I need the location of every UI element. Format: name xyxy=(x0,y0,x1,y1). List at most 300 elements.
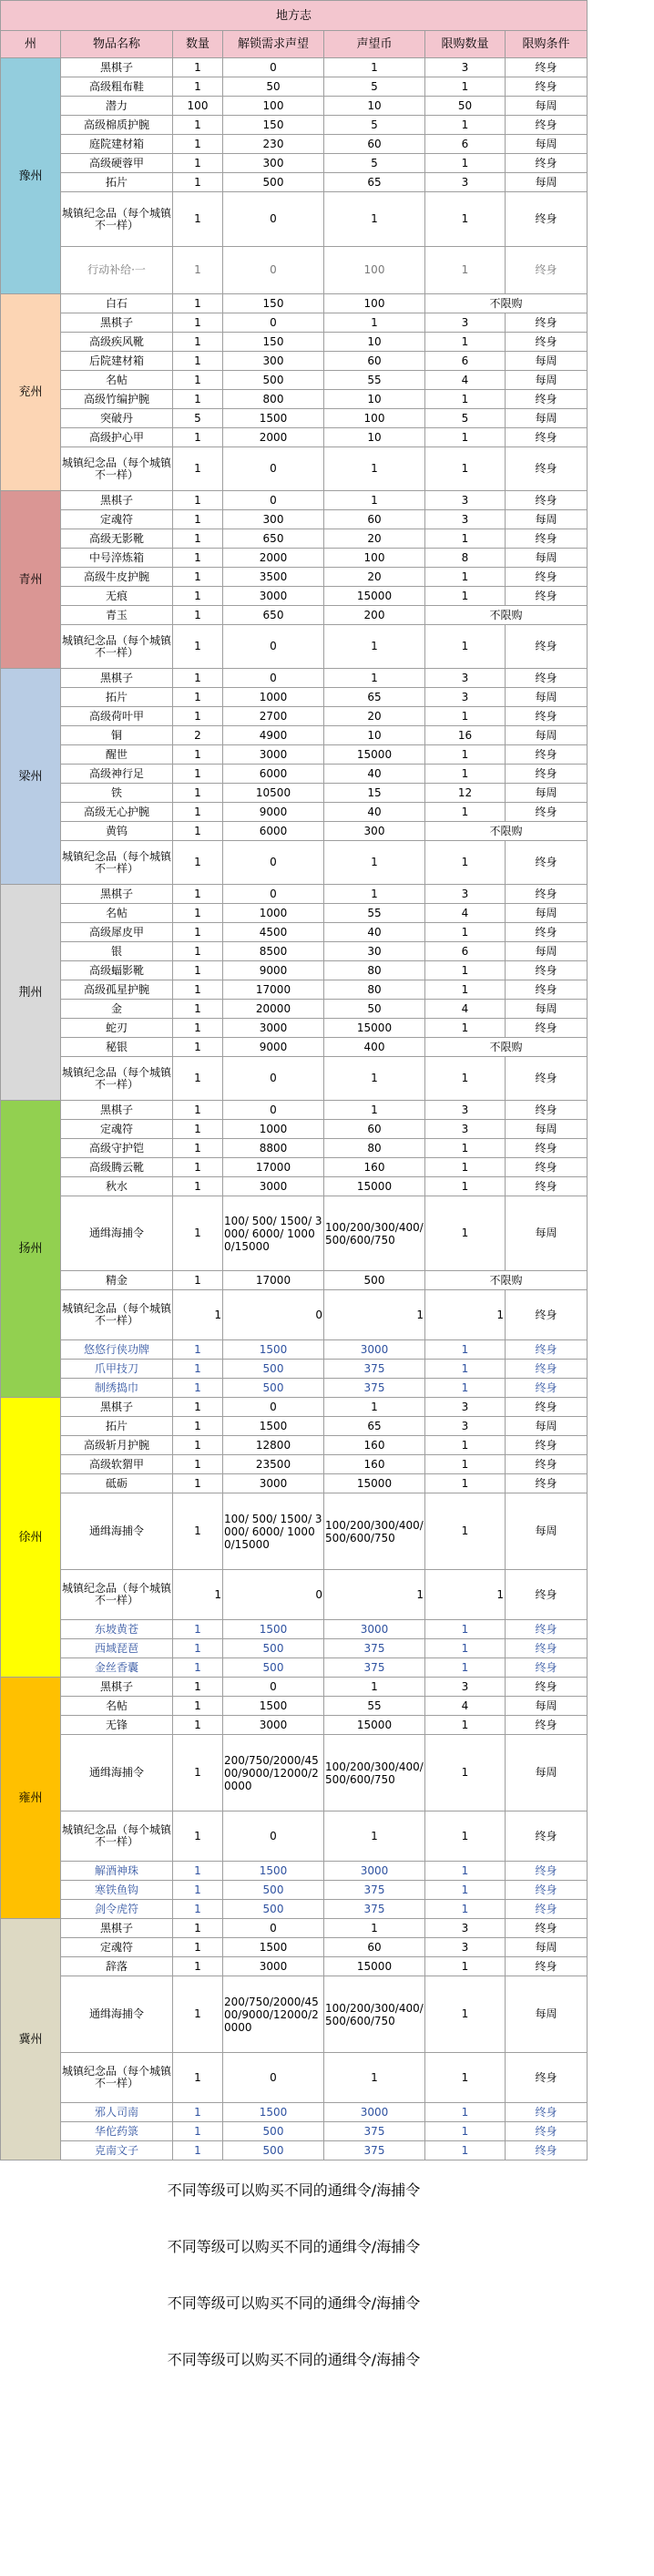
item-name-cell: 行动补给·一 xyxy=(61,247,173,294)
table-row xyxy=(1,1900,588,1919)
item-name-cell: 定魂符 xyxy=(61,510,173,529)
table-title: 地方志 xyxy=(1,1,588,31)
quantity-cell: 1 xyxy=(173,1862,223,1881)
table-row xyxy=(1,625,588,669)
item-name-cell: 高级硬蓉甲 xyxy=(61,154,173,173)
reputation-coin-cell: 375 xyxy=(324,1900,425,1919)
limit-condition-cell: 每周 xyxy=(506,1417,588,1436)
quantity-cell: 1 xyxy=(173,491,223,510)
quantity-cell: 1 xyxy=(173,606,223,625)
required-reputation-cell: 3000 xyxy=(223,587,324,606)
reputation-coin-cell: 400 xyxy=(324,1038,425,1057)
required-reputation-cell: 500 xyxy=(223,1900,324,1919)
table-row xyxy=(1,1919,588,1938)
item-name-cell: 城镇纪念品（每个城镇不一样） xyxy=(61,447,173,491)
limit-condition-cell: 终身 xyxy=(506,1678,588,1697)
reputation-coin-cell: 1 xyxy=(324,885,425,904)
item-name-cell: 通缉海捕令 xyxy=(61,1196,173,1271)
required-reputation-cell: 4900 xyxy=(223,726,324,745)
table-row xyxy=(1,1379,588,1398)
header-reputation-coin: 声望币 xyxy=(324,31,425,58)
required-reputation-cell: 9000 xyxy=(223,1038,324,1057)
required-reputation-cell: 500 xyxy=(223,173,324,192)
limit-count-cell: 1 xyxy=(425,1900,506,1919)
item-name-cell: 醒世 xyxy=(61,745,173,765)
table-row xyxy=(1,568,588,587)
item-name-cell: 华佗药箓 xyxy=(61,2122,173,2141)
item-name-cell: 精金 xyxy=(61,1271,173,1290)
required-reputation-cell: 3000 xyxy=(223,1474,324,1493)
required-reputation-cell: 100/ 500/ 1500/ 3000/ 6000/ 10000/15000 xyxy=(223,1196,324,1271)
required-reputation-cell: 3000 xyxy=(223,1177,324,1196)
limit-condition-cell: 终身 xyxy=(506,116,588,135)
limit-count-cell: 1 xyxy=(425,192,506,247)
limit-count-cell: 1 xyxy=(425,1019,506,1038)
limit-condition-cell: 终身 xyxy=(506,1811,588,1862)
required-reputation-cell: 150 xyxy=(223,116,324,135)
limit-count-cell: 1 xyxy=(425,2103,506,2122)
item-name-cell: 铜 xyxy=(61,726,173,745)
required-reputation-cell: 0 xyxy=(223,247,324,294)
table-row xyxy=(1,428,588,447)
table-row xyxy=(1,529,588,549)
limit-count-cell: 1 xyxy=(425,568,506,587)
table-row xyxy=(1,707,588,726)
quantity-cell: 1 xyxy=(173,1900,223,1919)
limit-count-cell: 1 xyxy=(425,1340,506,1360)
limit-count-cell: 1 xyxy=(425,1360,506,1379)
reputation-coin-cell: 100 xyxy=(324,247,425,294)
quantity-cell: 1 xyxy=(173,1038,223,1057)
table-row xyxy=(1,1735,588,1811)
quantity-cell: 1 xyxy=(173,352,223,371)
limit-condition-cell: 终身 xyxy=(506,923,588,942)
required-reputation-cell: 500 xyxy=(223,1881,324,1900)
reputation-coin-cell: 1 xyxy=(324,1398,425,1417)
reputation-coin-cell: 3000 xyxy=(324,1620,425,1639)
table-row xyxy=(1,58,588,77)
limit-condition-cell: 终身 xyxy=(506,77,588,97)
limit-count-cell: 1 xyxy=(425,1057,506,1101)
item-name-cell: 后院建材箱 xyxy=(61,352,173,371)
required-reputation-cell: 0 xyxy=(223,491,324,510)
limit-count-cell: 50 xyxy=(425,97,506,116)
item-name-cell: 高级无影靴 xyxy=(61,529,173,549)
quantity-cell: 1 xyxy=(173,173,223,192)
reputation-coin-cell: 1 xyxy=(324,1811,425,1862)
limit-condition-cell: 每周 xyxy=(506,371,588,390)
quantity-cell: 1 xyxy=(173,154,223,173)
item-name-cell: 黑棋子 xyxy=(61,1398,173,1417)
reputation-coin-cell: 160 xyxy=(324,1158,425,1177)
reputation-coin-cell: 10 xyxy=(324,97,425,116)
quantity-cell: 1 xyxy=(173,923,223,942)
limit-count-cell: 1 xyxy=(425,587,506,606)
limit-condition-cell: 终身 xyxy=(506,1057,588,1101)
limit-condition-cell: 终身 xyxy=(506,1957,588,1976)
reputation-coin-cell: 1 xyxy=(324,313,425,333)
table-row xyxy=(1,688,588,707)
item-name-cell: 制绣捣巾 xyxy=(61,1379,173,1398)
limit-condition-cell: 终身 xyxy=(506,1398,588,1417)
item-name-cell: 名帖 xyxy=(61,904,173,923)
required-reputation-cell: 2000 xyxy=(223,549,324,568)
required-reputation-cell: 0 xyxy=(223,669,324,688)
table-row xyxy=(1,2103,588,2122)
required-reputation-cell: 1500 xyxy=(223,1697,324,1716)
required-reputation-cell: 200/750/2000/4500/9000/12000/20000 xyxy=(223,1976,324,2053)
quantity-cell: 1 xyxy=(173,1139,223,1158)
quantity-cell: 1 xyxy=(173,135,223,154)
limit-count-cell: 1 xyxy=(425,1735,506,1811)
limit-count-cell: 6 xyxy=(425,352,506,371)
table-row xyxy=(1,1455,588,1474)
required-reputation-cell: 1500 xyxy=(223,1938,324,1957)
limit-condition-cell: 终身 xyxy=(506,1019,588,1038)
limit-condition-cell: 每周 xyxy=(506,97,588,116)
limit-condition-cell: 终身 xyxy=(506,1436,588,1455)
limit-condition-cell: 终身 xyxy=(506,669,588,688)
table-row xyxy=(1,1057,588,1101)
limit-condition-cell: 终身 xyxy=(506,1639,588,1658)
limit-count-cell: 1 xyxy=(425,923,506,942)
item-name-cell: 高级斩月护腕 xyxy=(61,1436,173,1455)
required-reputation-cell: 230 xyxy=(223,135,324,154)
required-reputation-cell: 9000 xyxy=(223,961,324,980)
required-reputation-cell: 0 xyxy=(223,192,324,247)
table-row xyxy=(1,587,588,606)
limit-count-cell: 3 xyxy=(425,885,506,904)
reputation-coin-cell: 40 xyxy=(324,923,425,942)
table-row xyxy=(1,2122,588,2141)
limit-condition-cell: 终身 xyxy=(506,1360,588,1379)
item-name-cell: 秋水 xyxy=(61,1177,173,1196)
limit-condition-cell: 终身 xyxy=(506,192,588,247)
limit-count-cell: 3 xyxy=(425,1101,506,1120)
limit-count-cell: 3 xyxy=(425,1938,506,1957)
quantity-cell: 1 xyxy=(173,2053,223,2103)
item-name-cell: 通缉海捕令 xyxy=(61,1735,173,1811)
quantity-cell: 1 xyxy=(173,942,223,961)
item-name-cell: 通缉海捕令 xyxy=(61,1976,173,2053)
purchase-limit-merged-cell: 不限购 xyxy=(425,1271,588,1290)
reputation-coin-cell: 80 xyxy=(324,980,425,1000)
reputation-coin-cell: 100/200/300/400/500/600/750 xyxy=(324,1493,425,1570)
item-name-cell: 黑棋子 xyxy=(61,1919,173,1938)
quantity-cell: 100 xyxy=(173,97,223,116)
quantity-cell: 1 xyxy=(173,1360,223,1379)
quantity-cell: 1 xyxy=(173,510,223,529)
required-reputation-cell: 200/750/2000/4500/9000/12000/20000 xyxy=(223,1735,324,1811)
quantity-cell: 1 xyxy=(173,1196,223,1271)
limit-condition-cell: 终身 xyxy=(506,2053,588,2103)
quantity-cell: 1 xyxy=(173,669,223,688)
quantity-cell: 1 xyxy=(173,247,223,294)
limit-condition-cell: 终身 xyxy=(506,2141,588,2160)
limit-count-cell: 1 xyxy=(425,428,506,447)
required-reputation-cell: 1000 xyxy=(223,904,324,923)
required-reputation-cell: 300 xyxy=(223,352,324,371)
required-reputation-cell: 650 xyxy=(223,606,324,625)
limit-condition-cell: 终身 xyxy=(506,1862,588,1881)
reputation-coin-cell: 80 xyxy=(324,961,425,980)
limit-condition-cell: 终身 xyxy=(506,625,588,669)
limit-condition-cell: 终身 xyxy=(506,1101,588,1120)
limit-count-cell: 1 xyxy=(425,529,506,549)
state-cell: 扬州 xyxy=(1,1101,61,1398)
table-row xyxy=(1,409,588,428)
quantity-cell: 1 xyxy=(173,822,223,841)
item-name-cell: 定魂符 xyxy=(61,1938,173,1957)
quantity-cell: 1 xyxy=(173,1379,223,1398)
required-reputation-cell: 500 xyxy=(223,1658,324,1678)
item-name-cell: 黑棋子 xyxy=(61,1101,173,1120)
reputation-coin-cell: 10 xyxy=(324,726,425,745)
state-cell: 豫州 xyxy=(1,58,61,294)
required-reputation-cell: 800 xyxy=(223,390,324,409)
reputation-coin-cell: 1 xyxy=(324,192,425,247)
required-reputation-cell: 0 xyxy=(223,2053,324,2103)
quantity-cell: 1 xyxy=(173,2103,223,2122)
item-name-cell: 东坡黄苍 xyxy=(61,1620,173,1639)
item-name-cell: 城镇纪念品（每个城镇不一样） xyxy=(61,2053,173,2103)
table-row xyxy=(1,1139,588,1158)
item-name-cell: 名帖 xyxy=(61,1697,173,1716)
table-row xyxy=(1,1271,588,1290)
limit-condition-cell: 终身 xyxy=(506,841,588,885)
limit-count-cell: 1 xyxy=(425,625,506,669)
limit-count-cell: 6 xyxy=(425,942,506,961)
reputation-coin-cell: 15 xyxy=(324,784,425,803)
table-row xyxy=(1,841,588,885)
table-row xyxy=(1,904,588,923)
item-name-cell: 城镇纪念品（每个城镇不一样） xyxy=(61,1057,173,1101)
limit-condition-cell: 终身 xyxy=(506,803,588,822)
quantity-cell: 1 xyxy=(173,58,223,77)
header-required-reputation: 解锁需求声望 xyxy=(223,31,324,58)
limit-condition-cell: 终身 xyxy=(506,1658,588,1678)
header-quantity: 数量 xyxy=(173,31,223,58)
limit-condition-cell: 终身 xyxy=(506,333,588,352)
table-row xyxy=(1,2141,588,2160)
reputation-coin-cell: 1 xyxy=(324,2053,425,2103)
reputation-coin-cell: 1 xyxy=(324,1570,425,1620)
item-name-cell: 定魂符 xyxy=(61,1120,173,1139)
item-name-cell: 高级犀皮甲 xyxy=(61,923,173,942)
limit-count-cell: 1 xyxy=(425,745,506,765)
required-reputation-cell: 1500 xyxy=(223,1417,324,1436)
table-row xyxy=(1,942,588,961)
item-name-cell: 秘银 xyxy=(61,1038,173,1057)
limit-count-cell: 1 xyxy=(425,333,506,352)
reputation-coin-cell: 1 xyxy=(324,1057,425,1101)
reputation-coin-cell: 5 xyxy=(324,77,425,97)
purchase-note-cell: 不同等级可以购买不同的通缉令/海捕令 xyxy=(167,2237,421,2255)
reputation-coin-cell: 1 xyxy=(324,58,425,77)
item-name-cell: 拓片 xyxy=(61,1417,173,1436)
reputation-coin-cell: 300 xyxy=(324,822,425,841)
reputation-coin-cell: 55 xyxy=(324,904,425,923)
item-name-cell: 悠悠行侠功牌 xyxy=(61,1340,173,1360)
item-name-cell: 剑令虎符 xyxy=(61,1900,173,1919)
item-name-cell: 高级疾风靴 xyxy=(61,333,173,352)
quantity-cell: 1 xyxy=(173,1881,223,1900)
required-reputation-cell: 8500 xyxy=(223,942,324,961)
table-row xyxy=(1,1976,588,2053)
reputation-coin-cell: 15000 xyxy=(324,587,425,606)
state-cell: 梁州 xyxy=(1,669,61,885)
limit-count-cell: 1 xyxy=(425,77,506,97)
reputation-coin-cell: 20 xyxy=(324,529,425,549)
required-reputation-cell: 3500 xyxy=(223,568,324,587)
required-reputation-cell: 0 xyxy=(223,1057,324,1101)
item-name-cell: 拓片 xyxy=(61,688,173,707)
required-reputation-cell: 20000 xyxy=(223,1000,324,1019)
quantity-cell: 1 xyxy=(173,1455,223,1474)
purchase-note-cell: 不同等级可以购买不同的通缉令/海捕令 xyxy=(167,2350,421,2368)
limit-condition-cell: 每周 xyxy=(506,409,588,428)
limit-condition-cell: 终身 xyxy=(506,1919,588,1938)
limit-condition-cell: 终身 xyxy=(506,491,588,510)
item-name-cell: 黑棋子 xyxy=(61,1678,173,1697)
reputation-coin-cell: 15000 xyxy=(324,1474,425,1493)
required-reputation-cell: 17000 xyxy=(223,980,324,1000)
table-row xyxy=(1,173,588,192)
item-name-cell: 无痕 xyxy=(61,587,173,606)
quantity-cell: 1 xyxy=(173,1957,223,1976)
item-name-cell: 高级软猬甲 xyxy=(61,1455,173,1474)
limit-condition-cell: 终身 xyxy=(506,1474,588,1493)
required-reputation-cell: 2700 xyxy=(223,707,324,726)
limit-condition-cell: 每周 xyxy=(506,1120,588,1139)
reputation-coin-cell: 100 xyxy=(324,549,425,568)
limit-count-cell: 1 xyxy=(425,1976,506,2053)
limit-count-cell: 1 xyxy=(425,961,506,980)
table-row xyxy=(1,1038,588,1057)
reputation-coin-cell: 10 xyxy=(324,333,425,352)
item-name-cell: 白石 xyxy=(61,294,173,313)
state-cell: 冀州 xyxy=(1,1919,61,2160)
reputation-coin-cell: 40 xyxy=(324,803,425,822)
limit-condition-cell: 每周 xyxy=(506,1976,588,2053)
state-cell: 徐州 xyxy=(1,1398,61,1678)
limit-count-cell: 3 xyxy=(425,1120,506,1139)
quantity-cell: 1 xyxy=(173,961,223,980)
quantity-cell: 1 xyxy=(173,1570,223,1620)
table-row xyxy=(1,726,588,745)
header-limit-count: 限购数量 xyxy=(425,31,506,58)
reputation-coin-cell: 55 xyxy=(324,371,425,390)
limit-count-cell: 1 xyxy=(425,1474,506,1493)
quantity-cell: 1 xyxy=(173,587,223,606)
table-row xyxy=(1,333,588,352)
item-name-cell: 黑棋子 xyxy=(61,491,173,510)
limit-condition-cell: 终身 xyxy=(506,745,588,765)
reputation-coin-cell: 100 xyxy=(324,294,425,313)
required-reputation-cell: 3000 xyxy=(223,1957,324,1976)
required-reputation-cell: 1500 xyxy=(223,409,324,428)
limit-count-cell: 3 xyxy=(425,1678,506,1697)
reputation-coin-cell: 100/200/300/400/500/600/750 xyxy=(324,1196,425,1271)
limit-condition-cell: 每周 xyxy=(506,726,588,745)
quantity-cell: 1 xyxy=(173,1057,223,1101)
required-reputation-cell: 50 xyxy=(223,77,324,97)
item-name-cell: 银 xyxy=(61,942,173,961)
limit-count-cell: 1 xyxy=(425,2122,506,2141)
item-name-cell: 高级荷叶甲 xyxy=(61,707,173,726)
quantity-cell: 1 xyxy=(173,1811,223,1862)
required-reputation-cell: 500 xyxy=(223,2141,324,2160)
required-reputation-cell: 500 xyxy=(223,1360,324,1379)
limit-condition-cell: 终身 xyxy=(506,1900,588,1919)
reputation-coin-cell: 100/200/300/400/500/600/750 xyxy=(324,1735,425,1811)
reputation-coin-cell: 375 xyxy=(324,1360,425,1379)
item-name-cell: 通缉海捕令 xyxy=(61,1493,173,1570)
reputation-coin-cell: 160 xyxy=(324,1436,425,1455)
item-name-cell: 高级守护铠 xyxy=(61,1139,173,1158)
limit-condition-cell: 每周 xyxy=(506,1735,588,1811)
required-reputation-cell: 10500 xyxy=(223,784,324,803)
reputation-coin-cell: 40 xyxy=(324,765,425,784)
quantity-cell: 1 xyxy=(173,2141,223,2160)
reputation-coin-cell: 15000 xyxy=(324,745,425,765)
item-name-cell: 辞落 xyxy=(61,1957,173,1976)
reputation-coin-cell: 375 xyxy=(324,1379,425,1398)
quantity-cell: 1 xyxy=(173,1340,223,1360)
limit-condition-cell: 终身 xyxy=(506,313,588,333)
reputation-coin-cell: 1 xyxy=(324,1101,425,1120)
item-name-cell: 高级竹编护腕 xyxy=(61,390,173,409)
required-reputation-cell: 1000 xyxy=(223,688,324,707)
reputation-coin-cell: 375 xyxy=(324,1881,425,1900)
reputation-coin-cell: 1 xyxy=(324,1290,425,1340)
required-reputation-cell: 1500 xyxy=(223,1340,324,1360)
limit-condition-cell: 每周 xyxy=(506,549,588,568)
quantity-cell: 1 xyxy=(173,1290,223,1340)
required-reputation-cell: 0 xyxy=(223,313,324,333)
reputation-coin-cell: 60 xyxy=(324,1120,425,1139)
required-reputation-cell: 1500 xyxy=(223,2103,324,2122)
reputation-coin-cell: 5 xyxy=(324,154,425,173)
limit-count-cell: 3 xyxy=(425,491,506,510)
item-name-cell: 城镇纪念品（每个城镇不一样） xyxy=(61,1290,173,1340)
table-row xyxy=(1,116,588,135)
table-row xyxy=(1,784,588,803)
table-row xyxy=(1,1957,588,1976)
quantity-cell: 1 xyxy=(173,745,223,765)
item-name-cell: 金丝香囊 xyxy=(61,1658,173,1678)
table-row xyxy=(1,154,588,173)
item-name-cell: 黑棋子 xyxy=(61,313,173,333)
limit-count-cell: 3 xyxy=(425,313,506,333)
required-reputation-cell: 500 xyxy=(223,1379,324,1398)
purchase-limit-merged-cell: 不限购 xyxy=(425,606,588,625)
limit-condition-cell: 每周 xyxy=(506,1938,588,1957)
limit-count-cell: 1 xyxy=(425,447,506,491)
quantity-cell: 1 xyxy=(173,390,223,409)
required-reputation-cell: 3000 xyxy=(223,745,324,765)
reputation-coin-cell: 500 xyxy=(324,1271,425,1290)
quantity-cell: 1 xyxy=(173,529,223,549)
required-reputation-cell: 17000 xyxy=(223,1158,324,1177)
table-row xyxy=(1,606,588,625)
table-row xyxy=(1,77,588,97)
limit-count-cell: 3 xyxy=(425,58,506,77)
reputation-coin-cell: 30 xyxy=(324,942,425,961)
table-row xyxy=(1,549,588,568)
item-name-cell: 克南文子 xyxy=(61,2141,173,2160)
table-row xyxy=(1,1811,588,1862)
